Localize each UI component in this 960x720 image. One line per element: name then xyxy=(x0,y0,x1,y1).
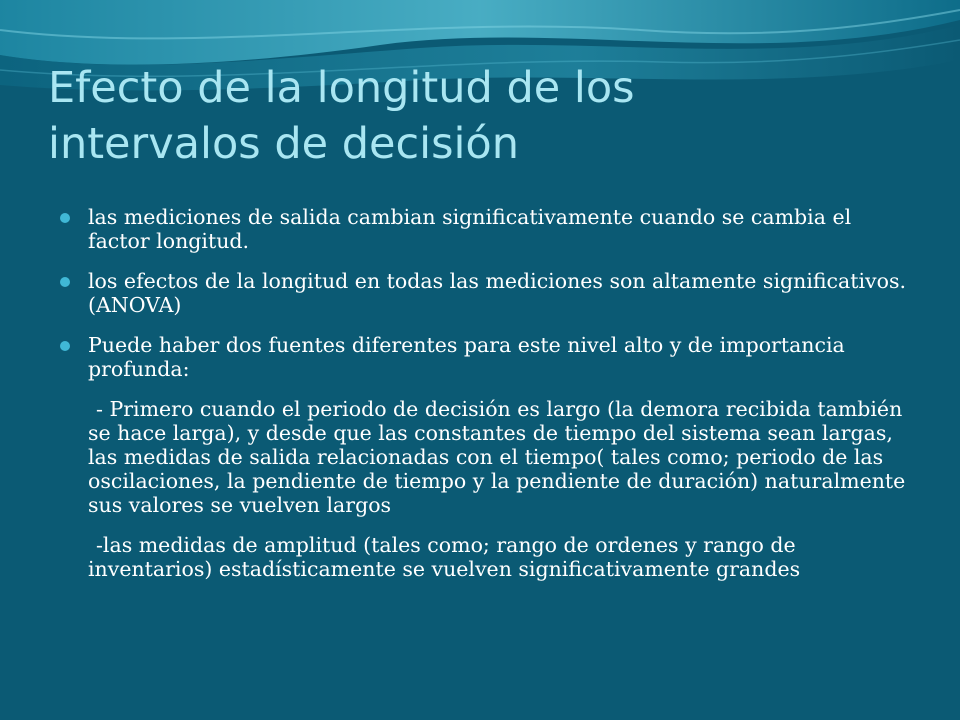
slide-title xyxy=(48,60,928,172)
paragraph-text: -las medidas de amplitud (tales como; rango de ordenes y rango de inventarios) estadísticamente se vuelven significativamente grandes xyxy=(88,533,801,581)
bullet-dot-icon xyxy=(60,341,70,351)
bullet-item xyxy=(60,333,910,381)
slide-body xyxy=(60,205,910,597)
title-line-2: intervalos de decisión xyxy=(48,119,519,169)
bullet-item xyxy=(60,269,910,317)
paragraph xyxy=(60,397,910,517)
bullet-text: Puede haber dos fuentes diferentes para este nivel alto y de importancia profunda: xyxy=(88,333,845,381)
paragraph xyxy=(60,533,910,581)
title-line-1: Efecto de la longitud de los xyxy=(48,63,635,113)
bullet-item xyxy=(60,205,910,253)
bullet-text: las mediciones de salida cambian significativamente cuando se cambia el factor longitud. xyxy=(88,205,852,253)
bullet-text: los efectos de la longitud en todas las mediciones son altamente significativos.(ANOVA) xyxy=(88,269,907,317)
bullet-dot-icon xyxy=(60,213,70,223)
paragraph-text: - Primero cuando el periodo de decisión es largo (la demora recibida también se hace larga), y desde que las constantes de tiempo del sistema sean largas, las medidas de salida relacionadas con el tiempo( tales como; periodo de las oscilaciones, la pendiente de tiempo y la pendiente de duración) naturalmente sus valores se vuelven largos xyxy=(88,397,906,517)
bullet-dot-icon xyxy=(60,277,70,287)
